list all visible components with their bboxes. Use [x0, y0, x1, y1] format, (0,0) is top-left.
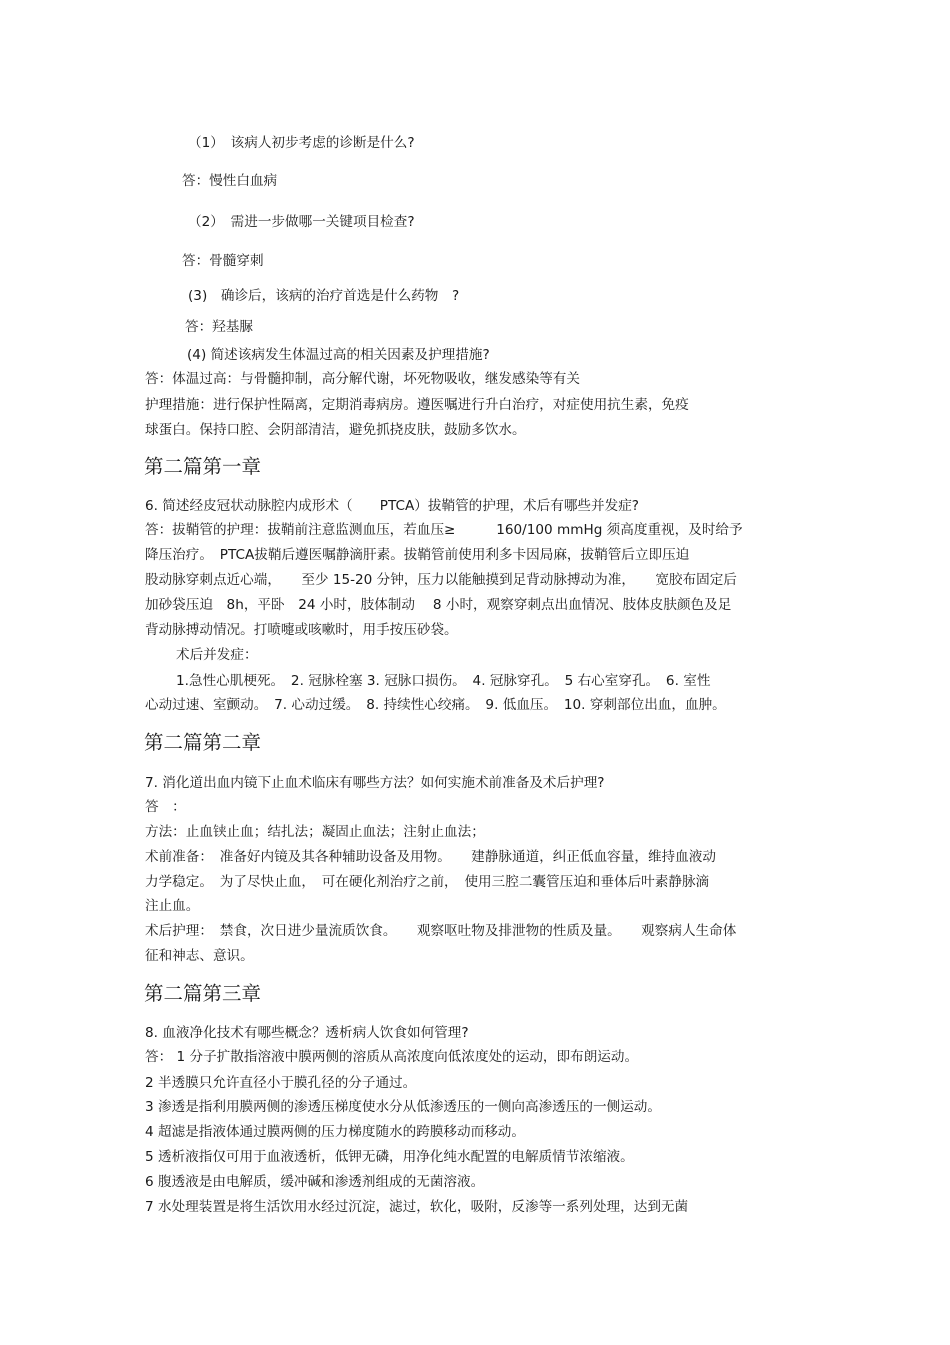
answer-6-line-2: 降压治疗。 PTCA拔鞘后遵医嘱静滴肝素。拔鞘管前使用利多卡因局麻，拔鞘管后立即压迫: [145, 547, 690, 563]
section-heading-chapter-3: 第二篇第三章: [144, 982, 262, 1005]
answer-1: 答：慢性白血病: [182, 173, 278, 189]
answer-6-line-1: 答：拔鞘管的护理：拔鞘前注意监测血压，若血压≥ 160/100 mmHg 须高度重视，及时给予: [145, 522, 743, 538]
question-4: (4) 简述该病发生体温过高的相关因素及护理措施?: [187, 347, 490, 363]
question-8: 8. 血液净化技术有哪些概念？透析病人饮食如何管理?: [145, 1025, 469, 1041]
answer-8-line-5: 5 透析液指仅可用于血液透析，低钾无磷，用净化纯水配置的电解质情节浓缩液。: [145, 1149, 634, 1165]
answer-4-line-2: 护理措施：进行保护性隔离，定期消毒病房。遵医嘱进行升白治疗，对症使用抗生素，免疫: [145, 397, 689, 413]
answer-4-line-1: 答：体温过高：与骨髓抑制，高分解代谢，坏死物吸收，继发感染等有关: [145, 371, 580, 387]
answer-8-line-4: 4 超滤是指液体通过膜两侧的压力梯度随水的跨膜移动而移动。: [145, 1124, 525, 1140]
answer-8-line-6: 6 腹透液是由电解质，缓冲碱和渗透剂组成的无菌溶液。: [145, 1174, 485, 1190]
answer-7-prep-line-2: 力学稳定。 为了尽快止血， 可在硬化剂治疗之前， 使用三腔二囊管压迫和垂体后叶素静脉滴: [145, 874, 710, 890]
answer-8-line-7: 7 水处理装置是将生活饮用水经过沉淀，滤过，软化，吸附，反渗等一系列处理，达到无菌: [145, 1199, 689, 1215]
question-2: （2） 需进一步做哪一关键项目检查?: [188, 214, 415, 230]
answer-8-line-1: 答： 1 分子扩散指溶液中膜两侧的溶质从高浓度向低浓度处的运动，即布朗运动。: [145, 1049, 639, 1065]
answer-6-line-4: 加砂袋压迫 8h，平卧 24 小时，肢体制动 8 小时，观察穿刺点出血情况、肢体皮肤颜色及足: [145, 597, 732, 613]
answer-7-methods: 方法：止血铗止血；结扎法；凝固止血法；注射止血法；: [145, 824, 485, 840]
answer-7-care-line-2: 征和神志、意识。: [145, 948, 254, 964]
answer-3: 答：羟基脲: [185, 319, 253, 335]
question-3: (3) 确诊后，该病的治疗首选是什么药物 ?: [188, 288, 460, 304]
answer-6-line-5: 背动脉搏动情况。打喷嚏或咳嗽时，用手按压砂袋。: [145, 622, 458, 638]
complications-label: 术后并发症：: [176, 647, 258, 663]
section-heading-chapter-2: 第二篇第二章: [144, 731, 262, 754]
answer-7-care-line-1: 术后护理： 禁食，次日进少量流质饮食。 观察呕吐物及排泄物的性质及量。 观察病人生命体: [145, 923, 737, 939]
question-7: 7. 消化道出血内镜下止血术临床有哪些方法？如何实施术前准备及术后护理?: [145, 775, 605, 791]
section-heading-chapter-1: 第二篇第一章: [144, 455, 262, 478]
complications-line-1: 1.急性心肌梗死。 2. 冠脉栓塞 3. 冠脉口损伤。 4. 冠脉穿孔。 5 右心室穿孔。 6. 室性: [176, 673, 711, 689]
question-6: 6. 简述经皮冠状动脉腔内成形术（ PTCA）拔鞘管的护理，术后有哪些并发症?: [145, 498, 639, 514]
answer-2: 答：骨髓穿刺: [182, 253, 264, 269]
answer-7-prep-line-1: 术前准备： 准备好内镜及其各种辅助设备及用物。 建静脉通道，纠正低血容量，维持血液动: [145, 849, 716, 865]
answer-4-line-3: 球蛋白。保持口腔、会阴部清洁，避免抓挠皮肤，鼓励多饮水。: [145, 422, 526, 438]
answer-6-line-3: 股动脉穿刺点近心端， 至少 15-20 分钟，压力以能触摸到足背动脉搏动为准， 宽胶布固定后: [145, 572, 737, 588]
answer-8-line-3: 3 渗透是指利用膜两侧的渗透压梯度使水分从低渗透压的一侧向高渗透压的一侧运动。: [145, 1099, 661, 1115]
answer-7-label: 答 ：: [145, 799, 186, 815]
answer-8-line-2: 2 半透膜只允许直径小于膜孔径的分子通过。: [145, 1075, 417, 1091]
answer-7-prep-line-3: 注止血。: [145, 898, 200, 914]
complications-line-2: 心动过速、室颤动。 7. 心动过缓。 8. 持续性心绞痛。 9. 低血压。 10. 穿刺部位出血，血肿。: [145, 697, 726, 713]
question-1: （1） 该病人初步考虑的诊断是什么?: [188, 135, 415, 151]
